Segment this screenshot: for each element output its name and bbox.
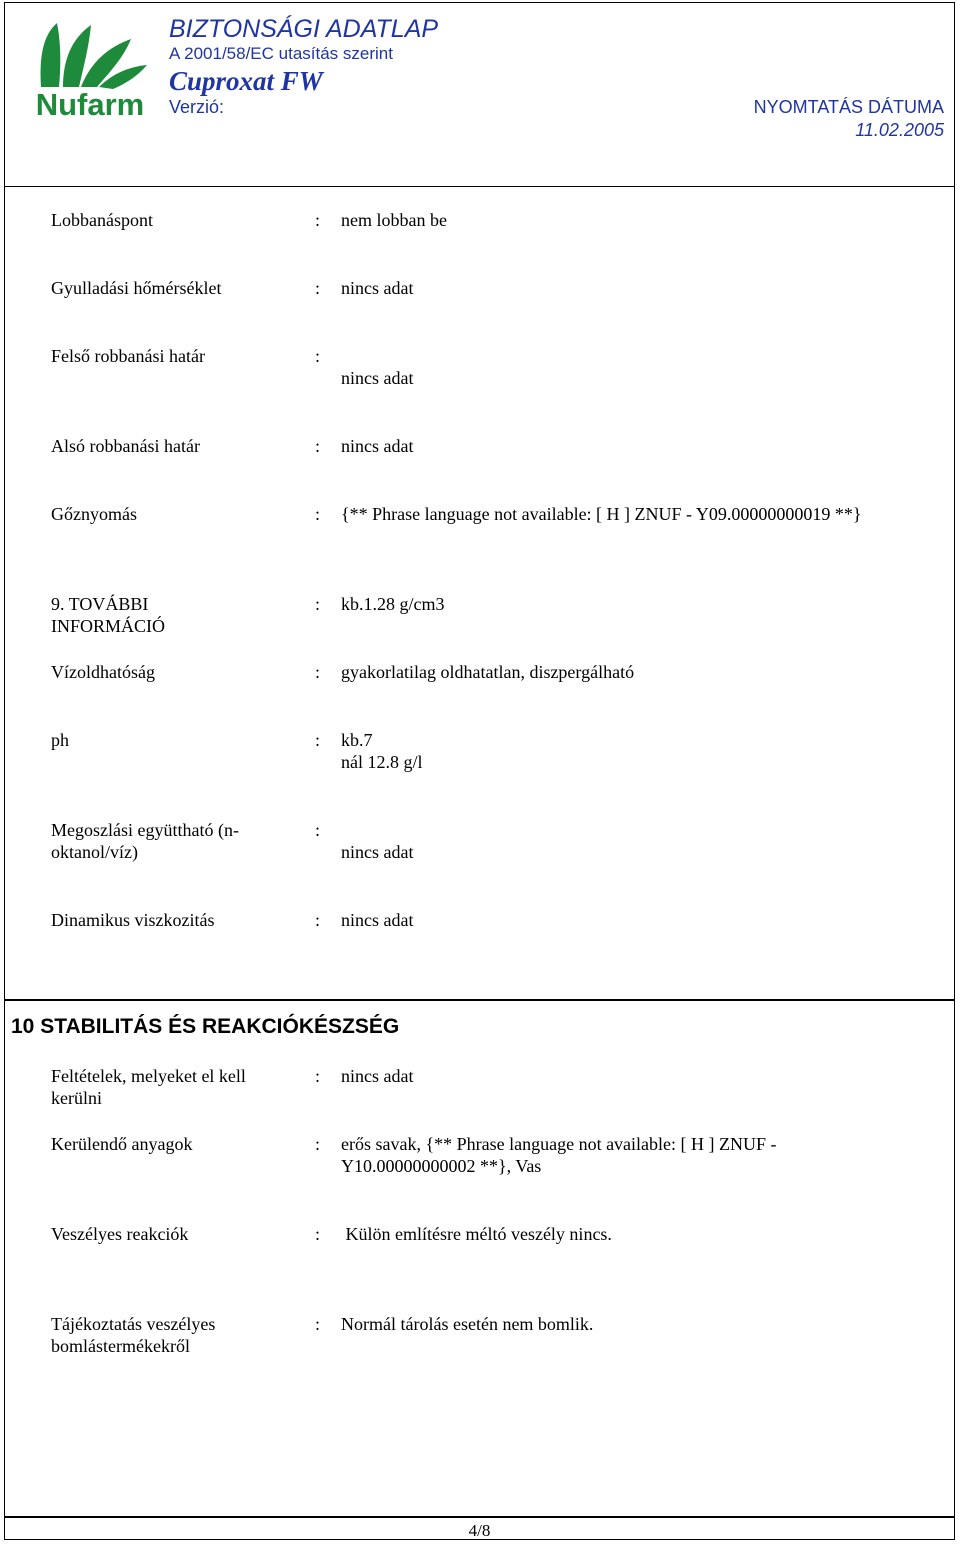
footer-divider [5,1516,954,1518]
property-label: Felső robbanási határ [51,346,205,366]
property-colon: : [315,504,321,524]
property-colon: : [315,436,321,456]
property-colon: : [315,1134,321,1154]
property-value: nincs adat [341,278,414,298]
property-colon: : [315,346,321,366]
nufarm-logo [27,17,153,121]
property-colon: : [315,1314,321,1334]
property-label: Alsó robbanási határ [51,436,200,456]
property-label: Megoszlási együttható (n-oktanol/víz) [51,820,239,862]
property-label: Feltételek, melyeket el kell kerülni [51,1066,246,1108]
property-colon: : [315,910,321,930]
property-label: Lobbanáspont [51,210,153,230]
svg-text:Nufarm: Nufarm [35,87,145,121]
property-value: nincs adat [341,368,414,388]
property-colon: : [315,1066,321,1086]
product-name: Cuproxat FW [169,66,323,96]
property-value: nem lobban be [341,210,447,230]
property-label: 9. TOVÁBBI INFORMÁCIÓ [51,594,166,636]
property-value: nincs adat [341,436,414,456]
directive-line: A 2001/58/EC utasítás szerint [169,44,393,63]
property-label: Gőznyomás [51,504,137,524]
print-date: 11.02.2005 [855,120,944,140]
property-value: {** Phrase language not available: [ H ] ZNUF - Y09.00000000019 **} [341,504,862,524]
property-label: Veszélyes reakciók [51,1224,189,1244]
property-value-line2: nál 12.8 g/l [341,752,423,772]
property-value: gyakorlatilag oldhatatlan, diszpergálható [341,662,635,682]
print-date-label: NYOMTATÁS DÁTUMA [753,97,944,117]
property-colon: : [315,730,321,750]
property-colon: : [315,820,321,840]
property-label: Kerülendő anyagok [51,1134,193,1154]
property-label: Tájékoztatás veszélyes bomlástermékekről [51,1314,216,1356]
document-title: BIZTONSÁGI ADATLAP [169,15,439,43]
document-frame [4,2,955,1540]
property-value: nincs adat [341,910,414,930]
page-number: 4/8 [468,1521,491,1540]
property-value: Normál tárolás esetén nem bomlik. [341,1314,594,1334]
property-colon: : [315,594,321,614]
document-header [5,3,954,187]
property-value: kb.7 [341,730,373,750]
property-label: Dinamikus viszkozitás [51,910,215,930]
property-colon: : [315,662,321,682]
property-value: erős savak, {** Phrase language not available: [ H ] ZNUF - Y10.00000000002 **}, Vas [341,1134,777,1176]
property-value: kb.1.28 g/cm3 [341,594,445,614]
property-value: nincs adat [341,842,414,862]
version-label: Verzió: [169,97,225,117]
property-label: Gyulladási hőmérséklet [51,278,222,298]
property-colon: : [315,1224,321,1244]
property-colon: : [315,210,321,230]
property-value: nincs adat [341,1066,414,1086]
section-10-heading: 10 STABILITÁS ÉS REAKCIÓKÉSZSÉG [11,1015,400,1038]
property-label: Vízoldhatóság [51,662,155,682]
property-label: ph [51,730,69,750]
section-divider [5,999,954,1001]
property-colon: : [315,278,321,298]
property-value: Külön említésre méltó veszély nincs. [341,1224,612,1244]
